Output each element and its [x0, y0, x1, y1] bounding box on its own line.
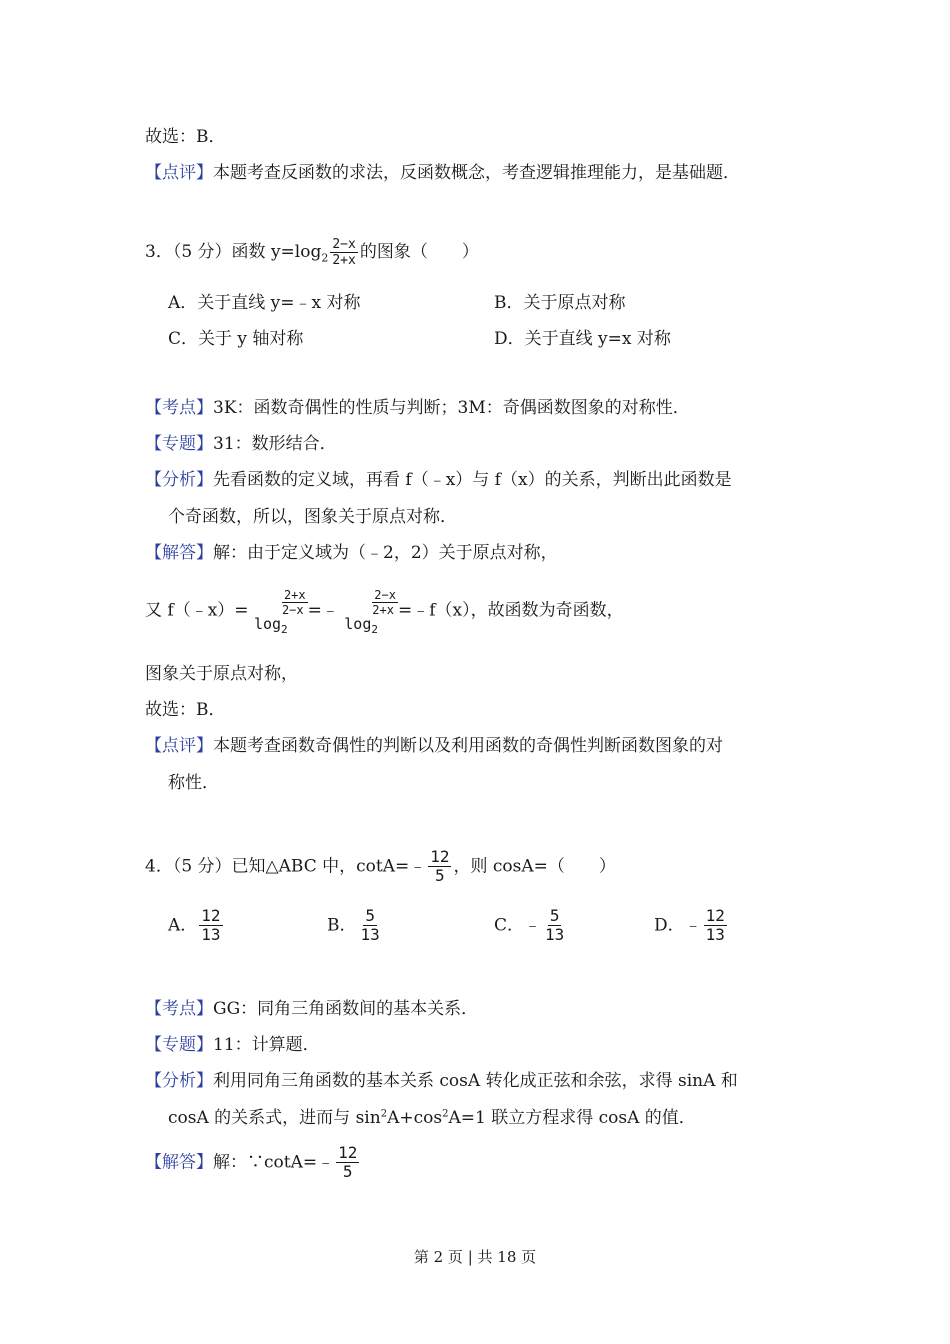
- q3-zhuanti: [145, 433, 337, 455]
- q3-option-c: C．关于 y 轴对称: [168, 329, 304, 349]
- option-label: A．: [168, 915, 198, 936]
- eq-log1-num: 2+x: [283, 588, 306, 602]
- review-text: 本题考查函数奇偶性的判断以及利用函数的奇偶性判断函数图象的对: [213, 736, 723, 756]
- q4-kaodian: [145, 998, 478, 1020]
- eq-log1-den: 2−x: [281, 603, 304, 617]
- square-exponent: 2: [380, 1108, 388, 1120]
- q4-jieda: [145, 1142, 361, 1183]
- eq-mid: =﹣: [307, 600, 339, 621]
- option-sign: ﹣: [684, 915, 702, 936]
- q3-fraction: [330, 238, 357, 267]
- jieda-tag: 【解答】: [145, 1152, 213, 1173]
- q3-review-cont: 称性．: [168, 773, 219, 793]
- zhuanti-text: 11：计算题．: [213, 1035, 320, 1055]
- eq-log-base: 2: [281, 623, 288, 636]
- review-tag: 【点评】: [145, 163, 213, 183]
- option-fraction: [704, 908, 727, 943]
- q4-fenxi-cont: [168, 1107, 696, 1129]
- kaodian-text: 3K：函数奇偶性的性质与判断；3M：奇偶函数图象的对称性．: [213, 398, 690, 418]
- q4-option-a: [168, 905, 225, 946]
- review-text: 本题考查反函数的求法，反函数概念，考查逻辑推理能力，是基础题．: [213, 163, 740, 183]
- option-fraction: [359, 908, 382, 943]
- fenxi-2a: cosA 的关系式，进而与 sin: [168, 1108, 381, 1128]
- fenxi-text: 利用同角三角函数的基本关系 cosA 转化成正弦和余弦，求得 sinA 和: [213, 1071, 738, 1091]
- jieda-num: 12: [338, 1143, 358, 1162]
- fenxi-2b: A+cos: [387, 1108, 443, 1128]
- square-exponent: 2: [442, 1108, 449, 1120]
- eq-log2-num: 2−x: [374, 588, 396, 602]
- option-fraction: [199, 908, 222, 943]
- option-label: D．: [654, 915, 685, 936]
- q2-answer: 故选：B．: [145, 127, 226, 147]
- kaodian-tag: 【考点】: [145, 398, 213, 418]
- q3-fenxi-cont: 个奇函数，所以，图象关于原点对称．: [168, 507, 457, 527]
- q3-option-a: A．关于直线 y=﹣x 对称: [168, 293, 361, 313]
- eq-log-base: 2: [371, 623, 378, 636]
- option-den: 13: [201, 925, 221, 944]
- q4-stem-suffix: ，则 cosA=（ ）: [453, 856, 616, 877]
- page-footer: 第 2 页 | 共 18 页: [413, 1248, 537, 1266]
- jieda-sign: ﹣: [317, 1152, 335, 1173]
- eq-log-word: log: [344, 615, 372, 633]
- q4-stem: [145, 846, 616, 887]
- eq-suffix: =﹣f（x），故函数为奇函数，: [397, 600, 624, 621]
- q3-log-base: 2: [321, 251, 329, 265]
- option-num: 12: [201, 906, 221, 925]
- kaodian-text: GG：同角三角函数间的基本关系．: [213, 999, 479, 1019]
- jieda-text: 解：由于定义域为（﹣2，2）关于原点对称，: [213, 543, 558, 563]
- option-sign: ﹣: [524, 915, 542, 936]
- q3-equation: [145, 584, 624, 637]
- option-fraction: [543, 908, 566, 943]
- eq-prefix: 又 f（﹣x）=: [145, 600, 249, 621]
- q3-frac-num: 2−x: [332, 237, 356, 252]
- q3-fenxi: [145, 469, 732, 491]
- zhuanti-text: 31：数形结合．: [213, 434, 337, 454]
- q4-fenxi: [145, 1070, 738, 1092]
- q3-stem-prefix: 3．（5 分）函数 y=log: [145, 242, 322, 262]
- q3-review: [145, 735, 723, 757]
- q4-stem-num: 12: [430, 847, 450, 866]
- q3-stem-suffix: 的图象（ ）: [359, 242, 479, 262]
- q2-review: [145, 162, 740, 184]
- q3-answer: 故选：B．: [145, 700, 226, 720]
- option-label: C．: [494, 915, 525, 936]
- q3-frac-den: 2+x: [332, 253, 356, 268]
- jieda-tag: 【解答】: [145, 543, 213, 563]
- zhuanti-tag: 【专题】: [145, 1035, 213, 1055]
- zhuanti-tag: 【专题】: [145, 434, 213, 454]
- q3-jieda-3: 图象关于原点对称，: [145, 664, 298, 684]
- kaodian-tag: 【考点】: [145, 999, 213, 1019]
- q4-zhuanti: [145, 1034, 320, 1056]
- fenxi-text: 先看函数的定义域，再看 f（﹣x）与 f（x）的关系，判断出此函数是: [213, 470, 732, 490]
- q4-option-c: [494, 905, 568, 946]
- fenxi-tag: 【分析】: [145, 1071, 213, 1091]
- option-num: 5: [549, 906, 560, 925]
- option-num: 5: [365, 906, 375, 925]
- q3-option-d: D．关于直线 y=x 对称: [494, 329, 671, 349]
- eq-log-expression-1: [253, 588, 308, 636]
- eq-log2-den: 2+x: [372, 603, 394, 617]
- q3-kaodian: [145, 397, 690, 419]
- jieda-text: 解：∵cotA=: [213, 1152, 318, 1173]
- q4-stem-den: 5: [435, 866, 445, 885]
- option-den: 13: [360, 925, 380, 944]
- q4-option-d: [654, 905, 729, 946]
- option-num: 12: [705, 906, 725, 925]
- review-tag: 【点评】: [145, 736, 213, 756]
- eq-log-expression-2: [344, 588, 398, 636]
- jieda-den: 5: [342, 1162, 353, 1181]
- option-den: 13: [545, 925, 565, 944]
- eq-log-word: log: [253, 615, 282, 633]
- q3-jieda: [145, 542, 558, 564]
- jieda-fraction: [336, 1145, 359, 1180]
- q4-stem-prefix: 4．（5 分）已知△ABC 中，cotA=﹣: [145, 856, 427, 877]
- option-den: 13: [705, 925, 725, 944]
- q4-option-b: [327, 905, 384, 946]
- q3-option-b: B．关于原点对称: [494, 293, 626, 313]
- option-label: B．: [327, 915, 357, 936]
- fenxi-tag: 【分析】: [145, 470, 213, 490]
- q3-stem: [145, 238, 479, 267]
- fenxi-2c: A=1 联立方程求得 cosA 的值．: [448, 1108, 696, 1128]
- q4-stem-fraction: [428, 849, 451, 884]
